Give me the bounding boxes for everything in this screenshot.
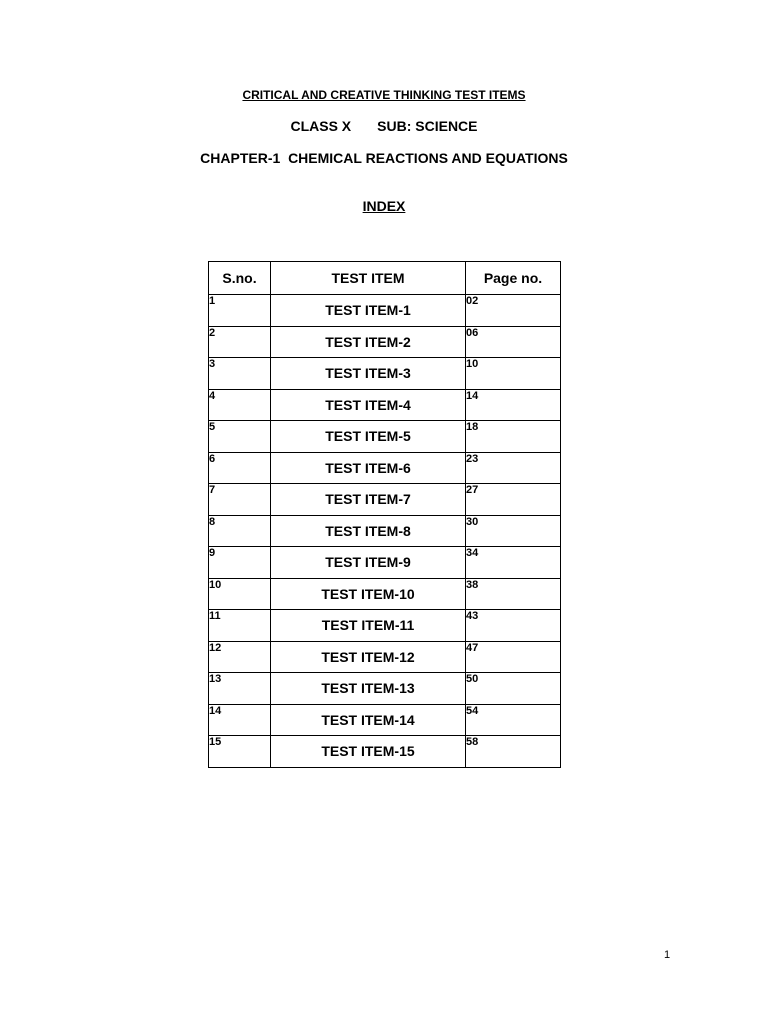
serial-number-cell: 8 — [209, 515, 271, 547]
page-number-cell: 50 — [466, 673, 561, 705]
test-item-cell: TEST ITEM-5 — [271, 421, 466, 453]
table-row — [209, 358, 561, 390]
table-row — [209, 484, 561, 516]
test-item-cell: TEST ITEM-3 — [271, 358, 466, 390]
serial-number-cell: 3 — [209, 358, 271, 390]
page-number-cell: 38 — [466, 578, 561, 610]
test-item-cell: TEST ITEM-2 — [271, 326, 466, 358]
page-number-cell: 27 — [466, 484, 561, 516]
table-row — [209, 736, 561, 768]
page-number-cell: 10 — [466, 358, 561, 390]
page-number-cell: 18 — [466, 421, 561, 453]
column-header-page-no: Page no. — [466, 262, 561, 295]
column-header-sno: S.no. — [209, 262, 271, 295]
page-number-cell: 30 — [466, 515, 561, 547]
serial-number-cell: 5 — [209, 421, 271, 453]
table-header-row — [209, 262, 561, 295]
chapter-heading: CHAPTER-1 CHEMICAL REACTIONS AND EQUATIONS — [200, 150, 568, 166]
serial-number-cell: 11 — [209, 610, 271, 642]
test-item-cell: TEST ITEM-15 — [271, 736, 466, 768]
index-heading: INDEX — [362, 198, 406, 214]
page-number-cell: 34 — [466, 547, 561, 579]
table-row — [209, 326, 561, 358]
serial-number-cell: 15 — [209, 736, 271, 768]
serial-number-cell: 7 — [209, 484, 271, 516]
table-row — [209, 610, 561, 642]
test-item-cell: TEST ITEM-4 — [271, 389, 466, 421]
page-number-cell: 54 — [466, 704, 561, 736]
test-item-cell: TEST ITEM-12 — [271, 641, 466, 673]
test-item-cell: TEST ITEM-8 — [271, 515, 466, 547]
test-item-cell: TEST ITEM-1 — [271, 295, 466, 327]
test-item-cell: TEST ITEM-10 — [271, 578, 466, 610]
table-row — [209, 641, 561, 673]
test-item-cell: TEST ITEM-13 — [271, 673, 466, 705]
document-title: CRITICAL AND CREATIVE THINKING TEST ITEMS — [242, 88, 526, 102]
table-row — [209, 389, 561, 421]
page-number-cell: 14 — [466, 389, 561, 421]
column-header-test-item: TEST ITEM — [271, 262, 466, 295]
page-number: 1 — [664, 949, 671, 961]
table-body — [209, 295, 561, 768]
test-item-cell: TEST ITEM-6 — [271, 452, 466, 484]
table-row — [209, 547, 561, 579]
test-item-cell: TEST ITEM-11 — [271, 610, 466, 642]
subject-label: SUB: SCIENCE — [377, 118, 478, 134]
table-row — [209, 515, 561, 547]
test-item-cell: TEST ITEM-7 — [271, 484, 466, 516]
class-subject-line — [0, 118, 768, 134]
serial-number-cell: 1 — [209, 295, 271, 327]
page-number-cell: 23 — [466, 452, 561, 484]
page-number-cell: 06 — [466, 326, 561, 358]
table-row — [209, 673, 561, 705]
serial-number-cell: 2 — [209, 326, 271, 358]
class-label: CLASS X — [290, 118, 352, 134]
index-table — [208, 261, 561, 768]
table-row — [209, 295, 561, 327]
page-number-cell: 58 — [466, 736, 561, 768]
page-number-cell: 43 — [466, 610, 561, 642]
serial-number-cell: 14 — [209, 704, 271, 736]
serial-number-cell: 13 — [209, 673, 271, 705]
table-row — [209, 578, 561, 610]
table-row — [209, 421, 561, 453]
page-number-cell: 02 — [466, 295, 561, 327]
serial-number-cell: 6 — [209, 452, 271, 484]
page-number-cell: 47 — [466, 641, 561, 673]
table-row — [209, 704, 561, 736]
serial-number-cell: 4 — [209, 389, 271, 421]
table-row — [209, 452, 561, 484]
serial-number-cell: 10 — [209, 578, 271, 610]
serial-number-cell: 9 — [209, 547, 271, 579]
test-item-cell: TEST ITEM-9 — [271, 547, 466, 579]
serial-number-cell: 12 — [209, 641, 271, 673]
test-item-cell: TEST ITEM-14 — [271, 704, 466, 736]
